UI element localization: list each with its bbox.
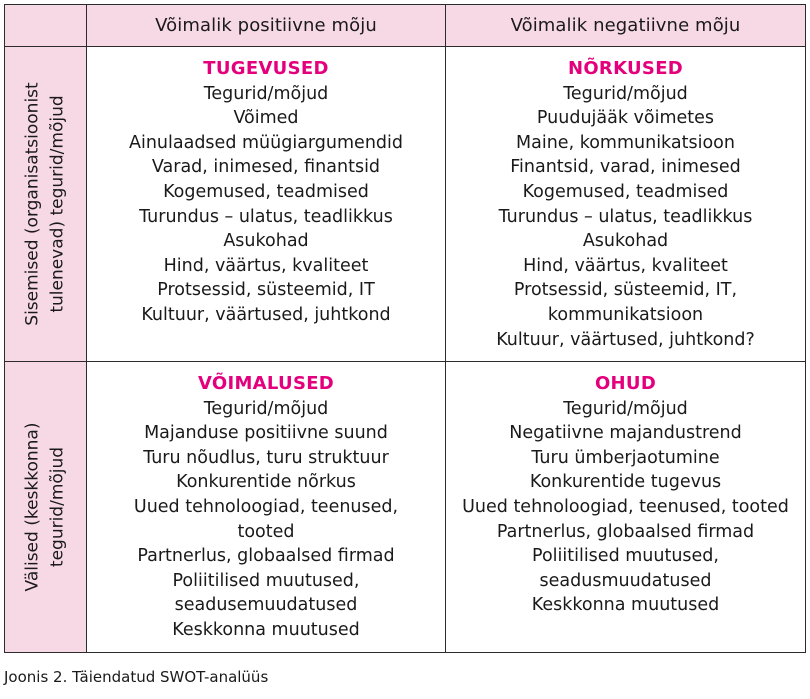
list-item: Konkurentide tugevus <box>529 472 722 493</box>
list-item: Poliitilised muutused, <box>172 570 360 591</box>
quadrant-title: NÕRKUSED <box>567 58 684 79</box>
swot-table <box>4 4 806 653</box>
list-item: Ainulaadsed müügiargumendid <box>129 132 403 153</box>
list-item: tooted <box>237 521 295 542</box>
corner-cell <box>5 5 87 47</box>
quadrant-strengths <box>87 47 446 362</box>
list-item: Turundus – ulatus, teadlikkus <box>498 206 753 227</box>
list-item: Protsessid, süsteemid, IT, <box>513 280 738 301</box>
col-header-negative-label: Võimalik negatiivne mõju <box>510 15 741 36</box>
quadrant-title: OHUD <box>594 373 657 394</box>
quadrant-items <box>462 397 789 618</box>
list-item: Konkurentide nõrkus <box>176 472 356 493</box>
list-item: Kultuur, väärtused, juhtkond? <box>496 329 755 350</box>
list-item: Tegurid/mõjud <box>563 398 688 419</box>
list-item: Tegurid/mõjud <box>203 83 329 104</box>
list-item: Majanduse positiivne suund <box>144 423 388 444</box>
list-item: Turundus – ulatus, teadlikkus <box>139 206 393 227</box>
quadrant-title: VÕIMALUSED <box>197 373 335 394</box>
list-item: Poliitilised muutused, <box>532 546 719 567</box>
row-header-internal-line-2: tulenevad) tegurid/mõjud <box>47 95 68 313</box>
quadrant-title: TUGEVUSED <box>203 58 329 79</box>
figure-caption: Joonis 2. Täiendatud SWOT-analüüs <box>4 668 269 686</box>
quadrant-items <box>134 397 398 643</box>
list-item: Uued tehnoloogiad, teenused, tooted <box>462 496 789 517</box>
list-item: Tegurid/mõjud <box>563 83 688 104</box>
col-header-negative <box>446 5 805 47</box>
list-item: Keskkonna muutused <box>172 619 360 640</box>
col-header-positive-label: Võimalik positiivne mõju <box>155 15 377 36</box>
list-item: Hind, väärtus, kvaliteet <box>163 255 369 276</box>
list-item: Asukohad <box>582 231 669 252</box>
list-item: Võimed <box>233 108 299 129</box>
quadrant-weaknesses <box>446 47 805 362</box>
list-item: Partnerlus, globaalsed firmad <box>137 546 395 567</box>
row-header-external-line-1: Välised (keskkonna) <box>22 422 43 592</box>
list-item: Kultuur, väärtused, juhtkond <box>141 304 391 325</box>
row-header-internal <box>5 47 87 362</box>
list-item: Maine, kommunikatsioon <box>516 132 735 153</box>
list-item: Partnerlus, globaalsed firmad <box>496 521 755 542</box>
list-item: Turu ümberjaotumine <box>531 447 720 468</box>
list-item: Tegurid/mõjud <box>203 398 329 419</box>
list-item: kommunikatsioon <box>547 304 704 325</box>
list-item: Asukohad <box>223 231 309 252</box>
list-item: Protsessid, süsteemid, IT <box>157 280 375 301</box>
list-item: Kogemused, teadmised <box>163 181 369 202</box>
list-item: Kogemused, teadmised <box>522 181 729 202</box>
list-item: Hind, väärtus, kvaliteet <box>523 255 728 276</box>
list-item: Puudujääk võimetes <box>536 108 715 129</box>
row-header-internal-line-1: Sisemised (organisatsioonist <box>22 82 43 326</box>
list-item: Turu nõudlus, turu struktuur <box>143 447 389 468</box>
quadrant-items <box>496 82 755 353</box>
list-item: Negatiivne majandustrend <box>509 423 742 444</box>
list-item: seadusmuudatused <box>539 570 712 591</box>
list-item: Finantsid, varad, inimesed <box>510 157 741 178</box>
list-item: seadusemuudatused <box>174 595 358 616</box>
quadrant-threats <box>446 362 805 652</box>
row-header-external-line-2: tegurid/mõjud <box>47 446 68 568</box>
list-item: Keskkonna muutused <box>531 595 720 616</box>
quadrant-items <box>129 82 403 328</box>
list-item: Varad, inimesed, finantsid <box>151 157 381 178</box>
quadrant-opportunities <box>87 362 446 652</box>
col-header-positive <box>87 5 446 47</box>
row-header-external <box>5 362 87 652</box>
list-item: Uued tehnoloogiad, teenused, <box>133 496 399 517</box>
